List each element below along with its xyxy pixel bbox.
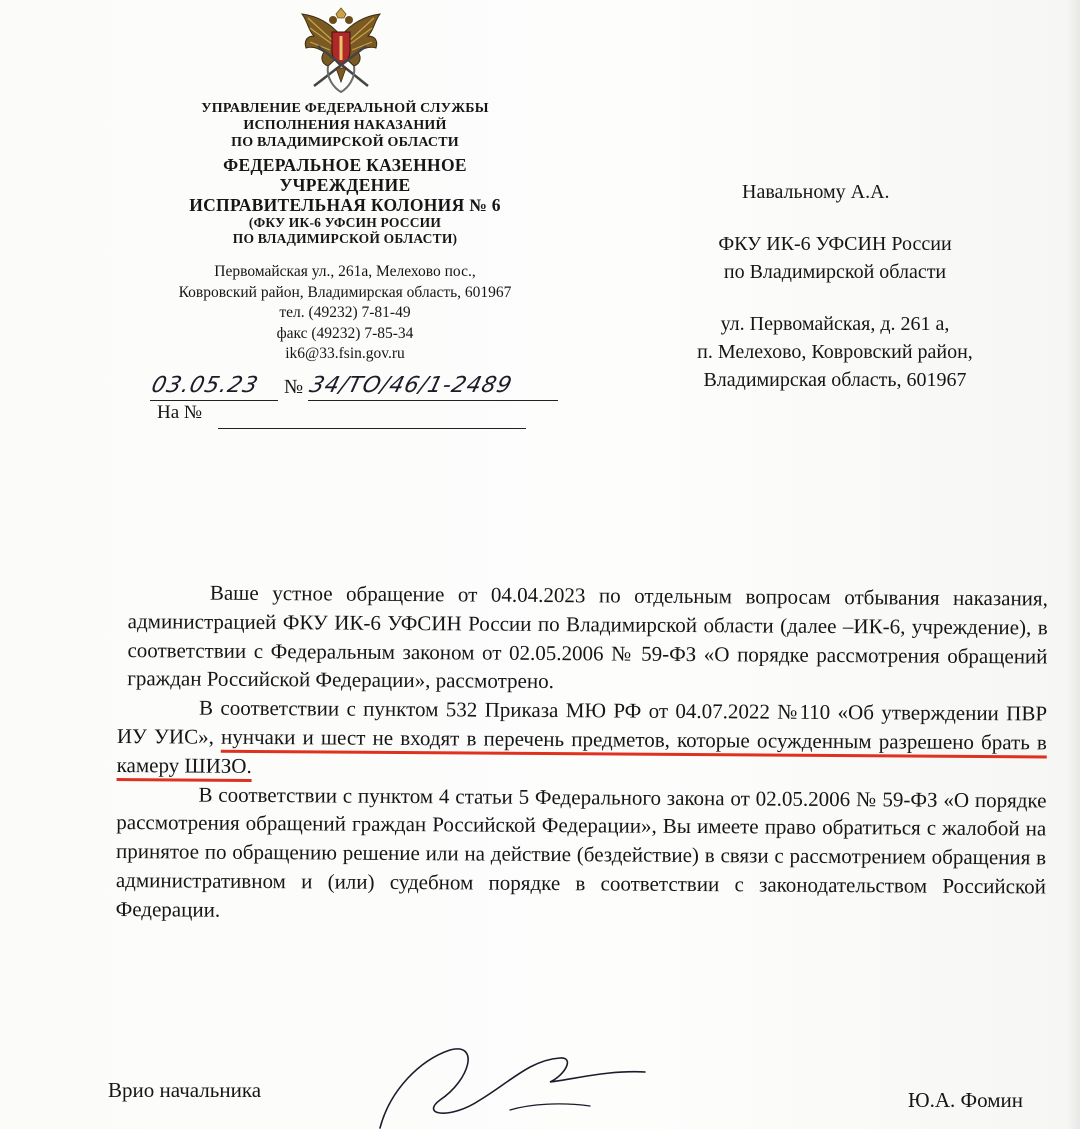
header-line-7: (ФКУ ИК-6 УФСИН РОССИИ — [248, 215, 442, 230]
addressee-address-line-1: ул. Первомайская, д. 261 а, — [720, 313, 950, 335]
outgoing-number: 34/ТО/46/1-2489 — [306, 373, 516, 398]
outgoing-number-sign: № — [284, 376, 304, 398]
body-paragraph-1: Ваше устное обращение от 04.04.2023 по отдельным вопросам отбывания наказания, администрацией ФКУ ИК-6 УФСИН России по Владимирской области (далее –ИК-6, учреждение), в соответствии с Федеральным законом от 02.05.2006 № 59-ФЗ «О порядке рассмотрения обращений граждан Российской Федерации», рассмотрено. — [127, 580, 1048, 694]
reference-label: На № — [157, 402, 203, 423]
addressee-name: Навальному А.А. — [742, 181, 890, 203]
paper-edge-shadow — [1066, 0, 1080, 1129]
signatory-name: Ю.А. Фомин — [908, 1088, 1023, 1112]
outgoing-number-line — [150, 370, 570, 410]
organization-contacts — [120, 262, 570, 365]
addressee-org-line-2: по Владимирской области — [723, 261, 947, 283]
header-line-5: УЧРЕЖДЕНИЕ — [279, 175, 411, 195]
addressee-address-line-2: п. Мелехово, Ковровский район, — [697, 341, 973, 363]
outgoing-date-underline — [150, 400, 278, 401]
addressee-block — [640, 178, 1030, 394]
addressee-gap — [640, 286, 1030, 310]
header-line-8: ПО ВЛАДИМИРСКОЙ ОБЛАСТИ) — [232, 231, 458, 246]
addressee-org-line-1: ФКУ ИК-6 УФСИН России — [718, 233, 952, 255]
body-paragraph-2-start: В соответствии с пунктом 532 Приказа МЮ РФ от 04.07.2022 №110 «Об утверждении ПВР ИУ УИС», — [116, 695, 1048, 749]
contact-phone: тел. (49232) 7-81-49 — [279, 304, 411, 321]
outgoing-number-underline — [308, 400, 558, 401]
organization-header — [120, 100, 570, 247]
body-paragraph-3: В соответствии с пунктом 4 статьи 5 Федерального закона от 02.05.2006 № 59-ФЗ «О порядке рассмотрения обращений граждан Российской Федерации», Вы имеете право обратиться с жалобой на принятое по обращению решение или на действие (бездействие) в связи с рассмотрением обращения в административном и (или) судебном порядке в соответствии с законодательством Российской Федерации. — [115, 782, 1047, 922]
highlighted-statement: нунчаки и шест не входят в перечень предметов, которые осужденным разрешено брать в камеру ШИЗО. — [117, 725, 1047, 782]
handwritten-signature-icon — [360, 1020, 660, 1129]
header-line-2: ИСПОЛНЕНИЯ НАКАЗАНИЙ — [243, 118, 447, 133]
contact-address-1: Первомайская ул., 261а, Мелехово пос., — [214, 263, 476, 280]
letter-body — [116, 578, 1048, 930]
fsin-emblem-icon — [296, 6, 386, 98]
reference-underline — [218, 428, 526, 429]
addressee-address-line-3: Владимирская область, 601967 — [703, 369, 967, 391]
contact-address-2: Ковровский район, Владимирская область, 601967 — [178, 283, 512, 301]
signatory-title: Врио начальника — [108, 1078, 262, 1102]
outgoing-date: 03.05.23 — [148, 373, 262, 398]
contact-fax: факс (49232) 7-85-34 — [276, 324, 414, 342]
header-line-1: УПРАВЛЕНИЕ ФЕДЕРАЛЬНОЙ СЛУЖБЫ — [201, 101, 489, 116]
header-line-6: ИСПРАВИТЕЛЬНАЯ КОЛОНИЯ № 6 — [189, 195, 501, 215]
body-paragraph-2 — [117, 693, 1048, 786]
contact-email: ik6@33.fsin.gov.ru — [285, 345, 405, 362]
header-line-4: ФЕДЕРАЛЬНОЕ КАЗЕННОЕ — [223, 155, 467, 175]
header-line-3: ПО ВЛАДИМИРСКОЙ ОБЛАСТИ — [231, 135, 459, 150]
